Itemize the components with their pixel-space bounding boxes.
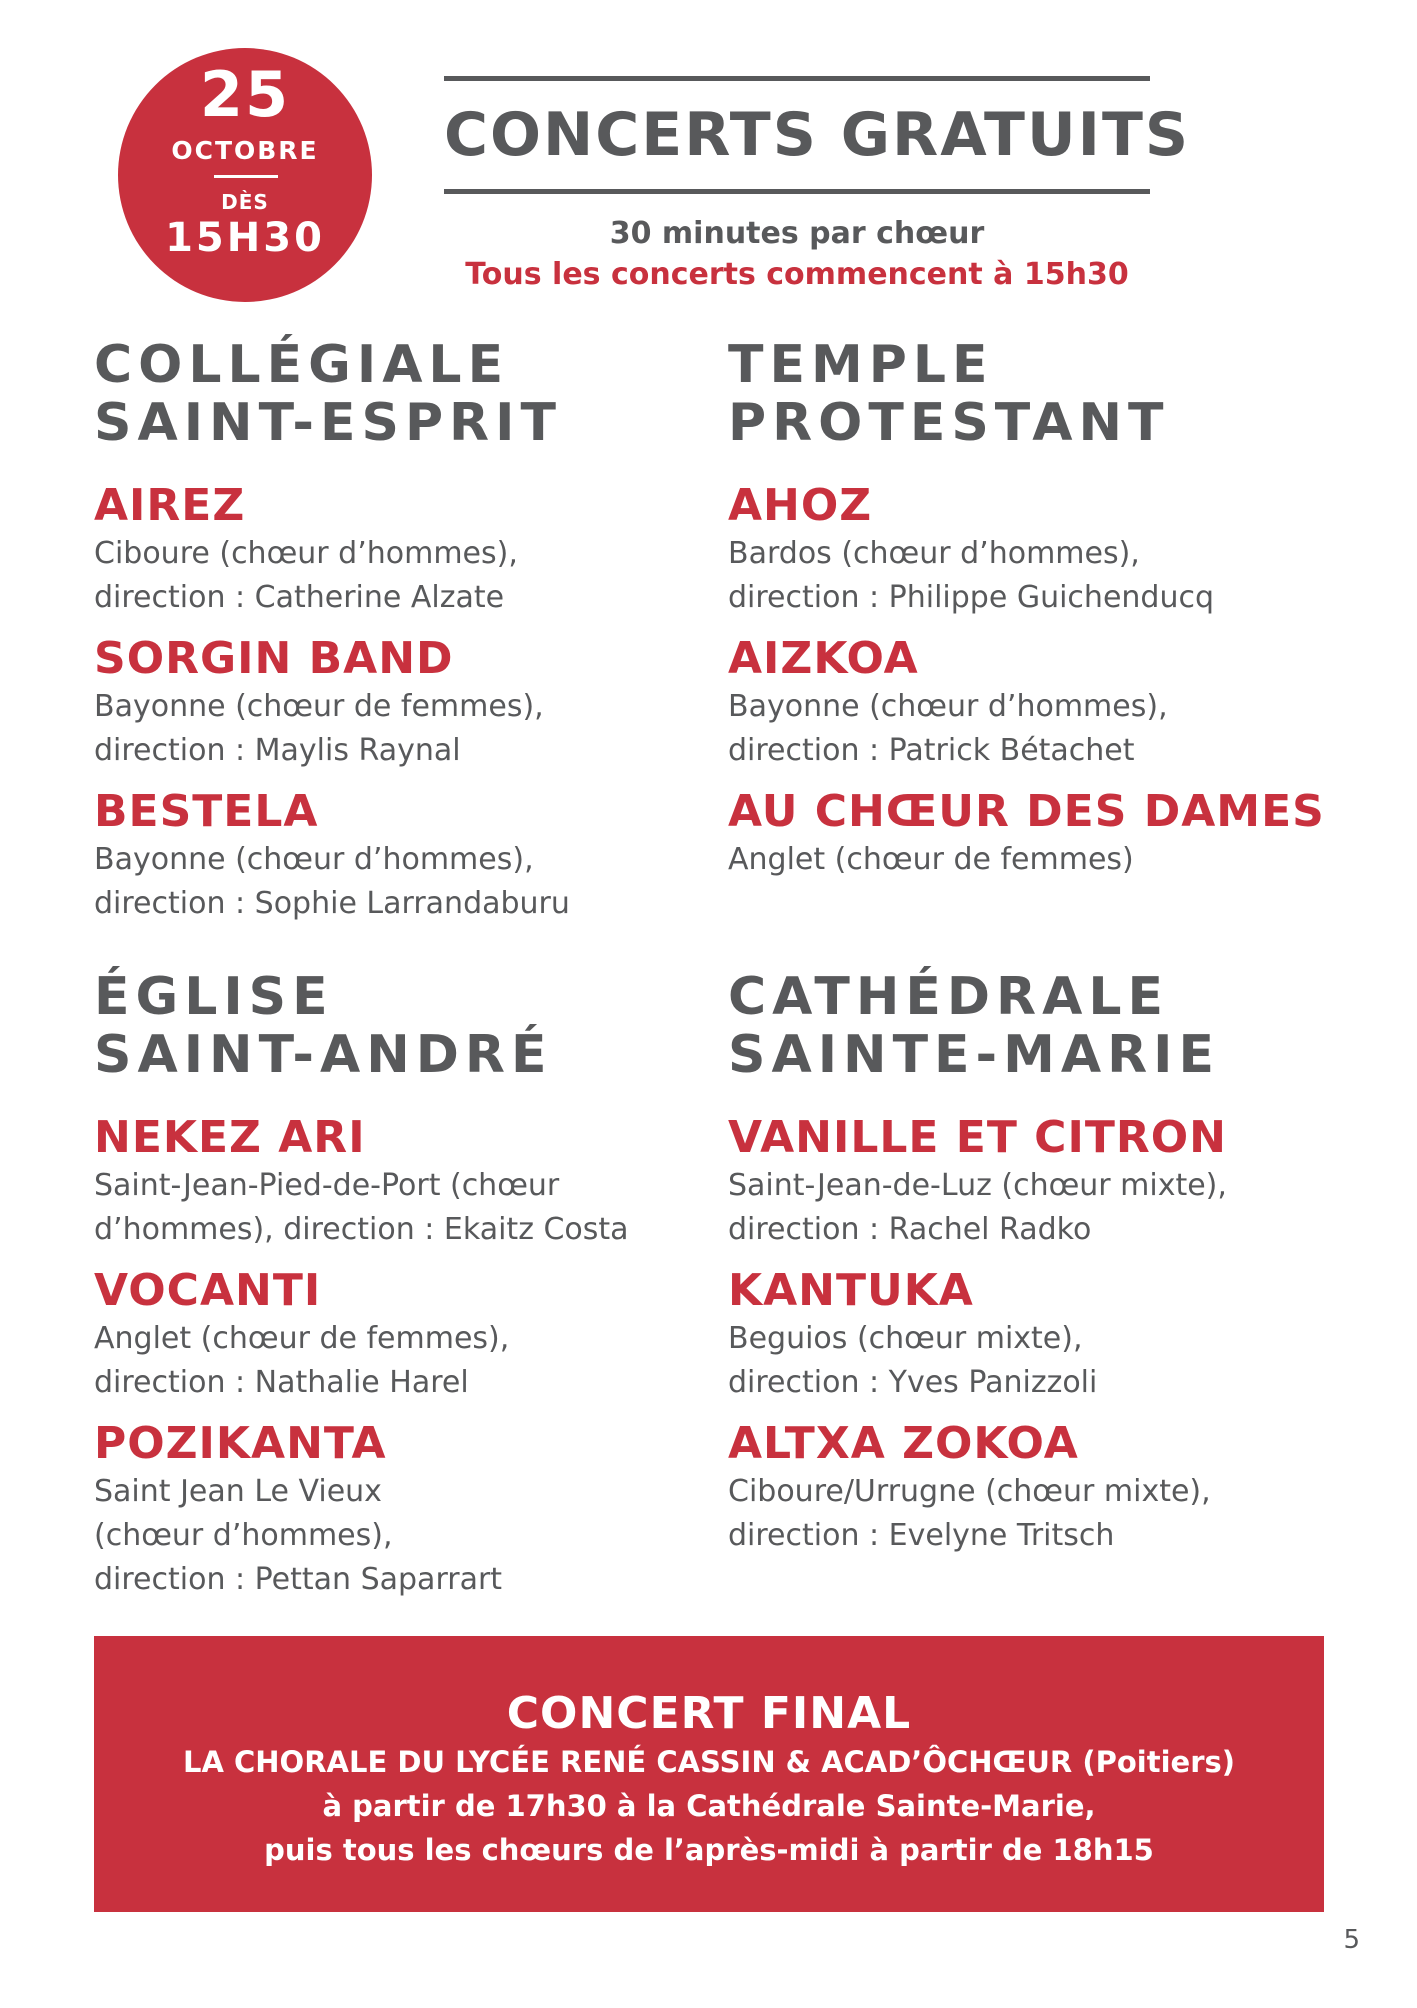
choir-name: VOCANTI [94,1265,322,1316]
choir-name: POZIKANTA [94,1418,387,1469]
badge-from: DÈS [221,190,269,214]
page-title: CONCERTS GRATUITS [444,100,1191,170]
venue-title-line: SAINTE-MARIE [728,1025,1221,1085]
choir-details: Bayonne (chœur de femmes), direction : Maylis Raynal [94,689,544,768]
venue-title-line: SAINT-ESPRIT [94,393,562,453]
final-concert-banner [94,1636,1324,1912]
choir-name: KANTUKA [728,1265,974,1316]
choir-name: VANILLE ET CITRON [728,1112,1227,1163]
venue-eglise-saint-andre [94,968,694,1615]
title-bottom-rule [444,189,1150,194]
choir-entry [728,786,1328,882]
choir-entry [728,1418,1328,1558]
choir-name: AIZKOA [728,633,919,684]
choir-name: AHOZ [728,480,873,531]
choir-entry [94,633,694,773]
choir-details: Beguios (chœur mixte), direction : Yves Panizzoli [728,1321,1098,1400]
badge-day: 25 [199,58,291,131]
choir-entry [728,633,1328,773]
venue-title [94,336,694,452]
badge-divider [214,175,278,178]
venue-title-line: COLLÉGIALE [94,335,510,395]
choir-details: Anglet (chœur de femmes), direction : Nathalie Harel [94,1321,510,1400]
venue-title-line: SAINT-ANDRÉ [94,1025,553,1085]
choir-name: NEKEZ ARI [94,1112,366,1163]
choir-entry [94,1265,694,1405]
choir-entry [728,480,1328,620]
venue-title-line: CATHÉDRALE [728,967,1169,1027]
start-time-note: Tous les concerts commencent à 15h30 [465,257,1129,292]
venue-title-line: TEMPLE [728,335,994,395]
venue-cathedrale-sainte-marie [728,968,1328,1571]
final-concert-title: CONCERT FINAL [506,1688,912,1739]
choir-entry [94,1418,694,1602]
choir-details: Bardos (chœur d’hommes), direction : Philippe Guichenducq [728,536,1215,615]
choir-name: AU CHŒUR DES DAMES [728,786,1325,837]
choir-details: Bayonne (chœur d’hommes), direction : Sophie Larrandaburu [94,842,570,921]
date-badge [118,48,372,302]
choir-details: Bayonne (chœur d’hommes), direction : Patrick Bétachet [728,689,1168,768]
choir-entry [94,786,694,926]
choir-details: Saint-Jean-de-Luz (chœur mixte), direction : Rachel Radko [728,1168,1227,1247]
choir-name: SORGIN BAND [94,633,454,684]
venue-title [728,968,1328,1084]
venue-title [728,336,1328,452]
choir-entry [728,1112,1328,1252]
choir-details: Saint-Jean-Pied-de-Port (chœur d’hommes), direction : Ekaitz Costa [94,1168,629,1247]
choir-name: ALTXA ZOKOA [728,1418,1079,1469]
choir-details: Ciboure/Urrugne (chœur mixte), direction : Evelyne Tritsch [728,1474,1211,1553]
choir-details: Anglet (chœur de femmes) [728,842,1134,877]
page-title-block [444,76,1191,194]
choir-details: Ciboure (chœur d’hommes), direction : Catherine Alzate [94,536,518,615]
venue-collegiale-saint-esprit [94,336,694,939]
final-concert-performers: LA CHORALE DU LYCÉE RENÉ CASSIN & ACAD’ÔCHŒUR (Poitiers) [182,1745,1236,1779]
badge-time: 15H30 [165,215,325,261]
choir-entry [94,1112,694,1252]
venue-temple-protestant [728,336,1328,895]
badge-month: OCTOBRE [171,136,319,165]
choir-name: AIREZ [94,480,246,531]
subtitle: 30 minutes par chœur [609,216,985,251]
choir-name: BESTELA [94,786,319,837]
choir-details: Saint Jean Le Vieux (chœur d’hommes), direction : Pettan Saparrart [94,1474,503,1597]
choir-entry [728,1265,1328,1405]
final-concert-time-place: à partir de 17h30 à la Cathédrale Sainte-Marie, [322,1789,1096,1823]
venue-title-line: ÉGLISE [94,967,334,1027]
choir-entry [94,480,694,620]
final-concert-note: puis tous les chœurs de l’après-midi à partir de 18h15 [264,1833,1154,1867]
venue-title-line: PROTESTANT [728,393,1170,453]
page-number: 5 [1343,1925,1360,1955]
venue-title [94,968,694,1084]
